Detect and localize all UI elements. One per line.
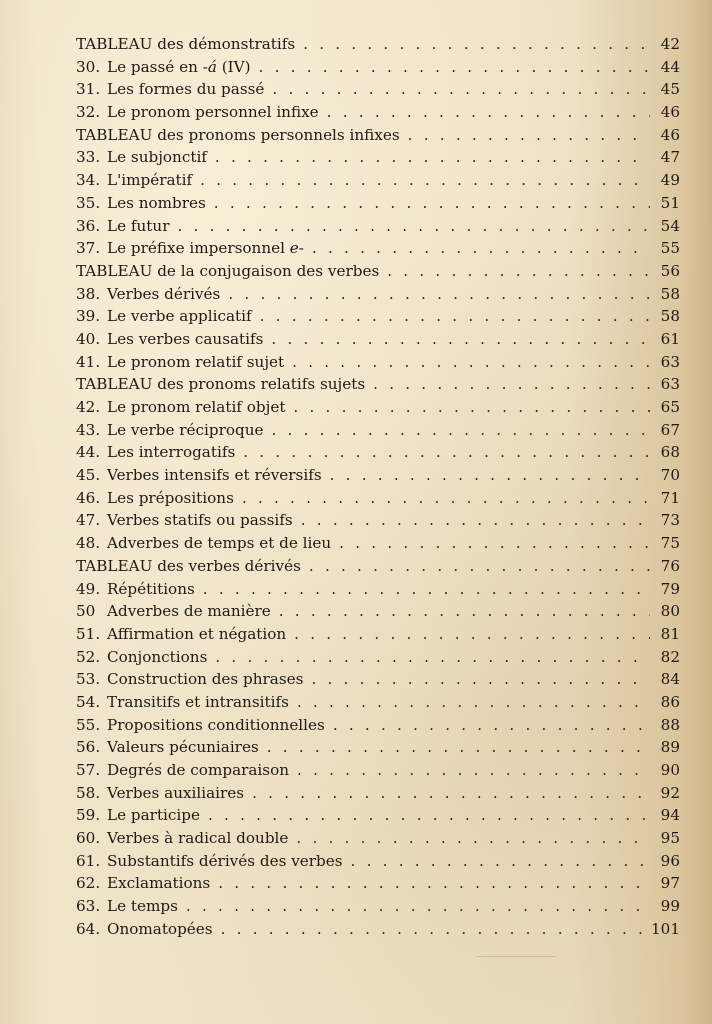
dot-leader — [303, 33, 650, 56]
dot-leader — [408, 124, 650, 147]
entry-number: 58. — [76, 783, 101, 802]
entry-title-text: Le temps — [107, 897, 178, 916]
entry-title-text: Substantifs dérivés des verbes — [107, 851, 343, 870]
toc-entry — [76, 192, 680, 215]
entry-page-number: 94 — [660, 806, 680, 825]
entry-page-number: 82 — [660, 647, 680, 666]
entry-title-text: Répétitions — [107, 579, 195, 598]
toc-entry — [76, 691, 680, 714]
dot-leader — [296, 827, 650, 850]
entry-page-number: 45 — [660, 80, 680, 99]
entry-title-italic: e- — [289, 239, 304, 258]
entry-page-number: 90 — [660, 761, 680, 779]
entry-number: 39. — [76, 307, 101, 326]
entry-title-text: Verbes auxiliaires — [107, 783, 245, 802]
entry-title-text: Le verbe réciproque — [107, 420, 264, 439]
entry-title-text: Verbes statifs ou passifs — [107, 511, 293, 530]
dot-leader — [260, 305, 650, 328]
entry-title — [107, 396, 285, 419]
dot-leader — [177, 215, 650, 238]
footer-rule — [476, 956, 556, 957]
entry-title — [76, 124, 400, 147]
toc-entry — [76, 328, 680, 351]
entry-title — [76, 373, 365, 396]
toc-entry — [76, 827, 680, 850]
toc-entry — [76, 464, 680, 487]
toc-entry — [76, 759, 680, 782]
entry-number: 57. — [76, 761, 101, 779]
entry-page-number: 42 — [660, 35, 680, 53]
entry-title — [107, 441, 235, 464]
dot-leader — [292, 351, 650, 374]
entry-title — [107, 351, 284, 374]
dot-leader — [373, 373, 650, 396]
entry-title — [107, 872, 210, 895]
dot-leader — [243, 441, 650, 464]
toc-entry — [76, 419, 680, 442]
dot-leader — [221, 918, 645, 941]
entry-title — [107, 169, 192, 192]
entry-page-number: 96 — [660, 851, 680, 870]
entry-number: 46. — [76, 488, 101, 507]
entry-title-text: Le préfixe impersonnel — [107, 239, 290, 258]
entry-title — [107, 419, 264, 442]
toc-entry — [76, 532, 680, 555]
entry-title — [107, 146, 207, 169]
entry-page-number: 89 — [660, 738, 680, 757]
entry-title-text: Les prépositions — [107, 488, 234, 507]
entry-number: 55. — [76, 715, 101, 734]
dot-leader — [228, 283, 650, 306]
entry-title-text: Le passé en — [107, 57, 203, 76]
toc-entry — [76, 56, 680, 79]
dot-leader — [203, 578, 650, 601]
entry-number: 54. — [76, 692, 101, 711]
entry-number: 34. — [76, 171, 101, 190]
entry-title — [107, 509, 293, 532]
entry-title-text: Le pronom relatif objet — [107, 398, 286, 416]
dot-leader — [387, 260, 650, 283]
dot-leader — [186, 895, 650, 918]
entry-page-number: 86 — [660, 692, 680, 711]
entry-title-text: TABLEAU des pronoms relatifs sujets — [76, 375, 366, 394]
dot-leader — [215, 646, 650, 669]
toc-entry — [76, 918, 680, 941]
dot-leader — [311, 668, 650, 691]
entry-title — [107, 487, 234, 510]
entry-page-number: 101 — [651, 919, 680, 938]
dot-leader — [279, 600, 650, 623]
entry-number: 59. — [76, 806, 101, 825]
entry-page-number: 49 — [660, 171, 680, 190]
entry-page-number: 95 — [660, 829, 680, 848]
entry-title — [107, 237, 304, 260]
entry-page-number: 97 — [660, 874, 680, 893]
entry-title-text: Affirmation et négation — [107, 624, 287, 643]
toc-entry — [76, 646, 680, 669]
dot-leader — [215, 146, 650, 169]
entry-page-number: 58 — [660, 284, 680, 303]
entry-title-text: TABLEAU des verbes dérivés — [76, 556, 301, 575]
entry-page-number: 54 — [660, 216, 680, 235]
entry-page-number: 44 — [660, 57, 680, 76]
toc-entry — [76, 668, 680, 691]
entry-title — [107, 646, 207, 669]
entry-number: 61. — [76, 851, 101, 870]
entry-page-number: 88 — [660, 715, 680, 734]
entry-number: 63. — [76, 897, 101, 916]
dot-leader — [297, 691, 650, 714]
entry-page-number: 63 — [660, 375, 680, 394]
entry-title-text: TABLEAU de la conjugaison des verbes — [76, 261, 380, 280]
entry-page-number: 56 — [660, 261, 680, 280]
dot-leader — [208, 804, 650, 827]
entry-title-text: TABLEAU des démonstratifs — [76, 35, 296, 53]
entry-page-number: 80 — [660, 602, 680, 621]
entry-page-number: 73 — [660, 511, 680, 530]
entry-title — [107, 782, 244, 805]
dot-leader — [312, 237, 650, 260]
toc-entry — [76, 260, 680, 283]
toc-entry — [76, 509, 680, 532]
entry-page-number: 46 — [660, 103, 680, 122]
toc-entry — [76, 872, 680, 895]
entry-number: 35. — [76, 193, 101, 212]
toc-entry — [76, 804, 680, 827]
toc-entry — [76, 487, 680, 510]
entry-title — [107, 464, 322, 487]
entry-title-text: Degrés de comparaison — [107, 761, 290, 779]
entry-number: 31. — [76, 80, 101, 99]
dot-leader — [293, 396, 650, 419]
entry-title — [107, 78, 264, 101]
entry-number: 38. — [76, 284, 101, 303]
entry-title-text: Exclamations — [107, 874, 211, 893]
toc-entry — [76, 714, 680, 737]
entry-title — [107, 623, 286, 646]
entry-title — [107, 215, 169, 238]
entry-title-text: Les nombres — [107, 193, 206, 212]
entry-title-text: Adverbes de temps et de lieu — [107, 534, 332, 553]
entry-number: 47. — [76, 511, 101, 530]
entry-title — [107, 101, 319, 124]
entry-number: 36. — [76, 216, 101, 235]
entry-title-text: Le subjonctif — [107, 148, 207, 167]
toc-entry — [76, 555, 680, 578]
dot-leader — [267, 736, 650, 759]
toc-entry — [76, 623, 680, 646]
toc-entry — [76, 600, 680, 623]
toc-entry — [76, 373, 680, 396]
entry-title — [107, 600, 271, 623]
entry-number: 51. — [76, 624, 101, 643]
entry-page-number: 84 — [660, 670, 680, 689]
dot-leader — [242, 487, 650, 510]
entry-title-text: Le participe — [107, 806, 200, 825]
toc-entry — [76, 237, 680, 260]
entry-title — [107, 827, 288, 850]
entry-title-text: Le futur — [107, 216, 170, 235]
entry-title — [107, 714, 325, 737]
entry-page-number: 81 — [660, 624, 680, 643]
entry-title-text: Conjonctions — [107, 647, 208, 666]
dot-leader — [301, 509, 650, 532]
entry-page-number: 46 — [660, 125, 680, 144]
entry-number: 50 — [76, 602, 96, 621]
entry-title — [107, 578, 195, 601]
dot-leader — [259, 56, 650, 79]
entry-title — [107, 850, 343, 873]
entry-title-text: Les formes du passé — [107, 80, 265, 99]
entry-page-number: 68 — [660, 443, 680, 462]
toc-entry — [76, 146, 680, 169]
entry-number: 30. — [76, 57, 101, 76]
toc-entry — [76, 78, 680, 101]
entry-number: 40. — [76, 329, 101, 348]
entry-number: 64. — [76, 919, 101, 938]
entry-title-text: Verbes dérivés — [107, 284, 221, 303]
dot-leader — [351, 850, 650, 873]
dot-leader — [272, 419, 651, 442]
entry-title — [107, 759, 289, 782]
entry-title-text: Propositions conditionnelles — [107, 715, 325, 734]
entry-number: 62. — [76, 874, 101, 893]
entry-title — [107, 532, 331, 555]
entry-page-number: 79 — [660, 579, 680, 598]
entry-number: 60. — [76, 829, 101, 848]
entry-page-number: 55 — [660, 239, 680, 258]
entry-title — [107, 283, 220, 306]
entry-title — [107, 328, 263, 351]
entry-page-number: 63 — [660, 352, 680, 371]
entry-page-number: 70 — [660, 466, 680, 485]
entry-title — [107, 192, 206, 215]
toc-entry — [76, 441, 680, 464]
toc-entry — [76, 124, 680, 147]
entry-title — [76, 33, 295, 56]
toc-entry — [76, 895, 680, 918]
dot-leader — [339, 532, 650, 555]
entry-number: 52. — [76, 647, 101, 666]
toc-entry — [76, 33, 680, 56]
entry-title — [76, 555, 301, 578]
entry-page-number: 65 — [660, 398, 680, 416]
entry-page-number: 92 — [660, 783, 680, 802]
dot-leader — [327, 101, 650, 124]
entry-title — [107, 804, 200, 827]
entry-title-text: Valeurs pécuniaires — [107, 738, 259, 757]
entry-title-text: Les verbes causatifs — [107, 329, 264, 348]
entry-title-text: Construction des phrases — [107, 670, 304, 689]
table-of-contents — [76, 33, 680, 941]
dot-leader — [297, 759, 650, 782]
entry-number: 33. — [76, 148, 101, 167]
entry-page-number: 71 — [660, 488, 680, 507]
dot-leader — [272, 78, 650, 101]
entry-number: 49. — [76, 579, 101, 598]
entry-page-number: 67 — [660, 420, 680, 439]
entry-number: 43. — [76, 420, 101, 439]
entry-title-text: Le pronom relatif sujet — [107, 352, 285, 371]
entry-page-number: 51 — [660, 193, 680, 212]
entry-number: 53. — [76, 670, 101, 689]
entry-title — [76, 260, 379, 283]
entry-title-text: Verbes à radical double — [107, 829, 289, 848]
entry-title — [107, 668, 303, 691]
toc-entry — [76, 782, 680, 805]
dot-leader — [218, 872, 650, 895]
toc-entry — [76, 215, 680, 238]
entry-page-number: 76 — [660, 556, 680, 575]
dot-leader — [252, 782, 650, 805]
entry-page-number: 61 — [660, 329, 680, 348]
entry-number: 45. — [76, 466, 101, 485]
entry-title — [107, 305, 252, 328]
entry-title-text: TABLEAU des pronoms personnels infixes — [76, 125, 400, 144]
dot-leader — [294, 623, 650, 646]
dot-leader — [200, 169, 650, 192]
dot-leader — [214, 192, 650, 215]
entry-number: 41. — [76, 352, 101, 371]
entry-page-number: 47 — [660, 148, 680, 167]
dot-leader — [271, 328, 650, 351]
entry-number: 44. — [76, 443, 101, 462]
entry-title — [107, 736, 259, 759]
entry-number: 48. — [76, 534, 101, 553]
entry-number: 56. — [76, 738, 101, 757]
toc-entry — [76, 169, 680, 192]
entry-number: 32. — [76, 103, 101, 122]
entry-title — [107, 918, 213, 941]
entry-number: 42. — [76, 398, 101, 416]
toc-entry — [76, 101, 680, 124]
entry-title-italic: -á — [202, 57, 217, 76]
dot-leader — [333, 714, 650, 737]
entry-title — [107, 691, 289, 714]
entry-page-number: 75 — [660, 534, 680, 553]
toc-entry — [76, 736, 680, 759]
dot-leader — [309, 555, 650, 578]
toc-entry — [76, 283, 680, 306]
entry-title-text: Transitifs et intransitifs — [107, 692, 289, 711]
entry-title-text: Adverbes de manière — [107, 602, 271, 621]
dot-leader — [330, 464, 650, 487]
toc-entry — [76, 351, 680, 374]
entry-title-text: Le pronom personnel infixe — [107, 103, 319, 122]
toc-entry — [76, 578, 680, 601]
entry-title — [107, 895, 178, 918]
entry-number: 37. — [76, 239, 101, 258]
toc-entry — [76, 305, 680, 328]
entry-title-text: Le verbe applicatif — [107, 307, 252, 326]
entry-page-number: 99 — [660, 897, 680, 916]
entry-title-text: Les interrogatifs — [107, 443, 236, 462]
toc-entry — [76, 396, 680, 419]
entry-title-text: Onomatopées — [107, 919, 213, 938]
entry-page-number: 58 — [660, 307, 680, 326]
toc-entry — [76, 850, 680, 873]
entry-title-text: Verbes intensifs et réversifs — [107, 466, 322, 485]
entry-title — [107, 56, 251, 79]
entry-title-suffix: (IV) — [216, 57, 251, 76]
entry-title-text: L'impératif — [107, 171, 193, 190]
